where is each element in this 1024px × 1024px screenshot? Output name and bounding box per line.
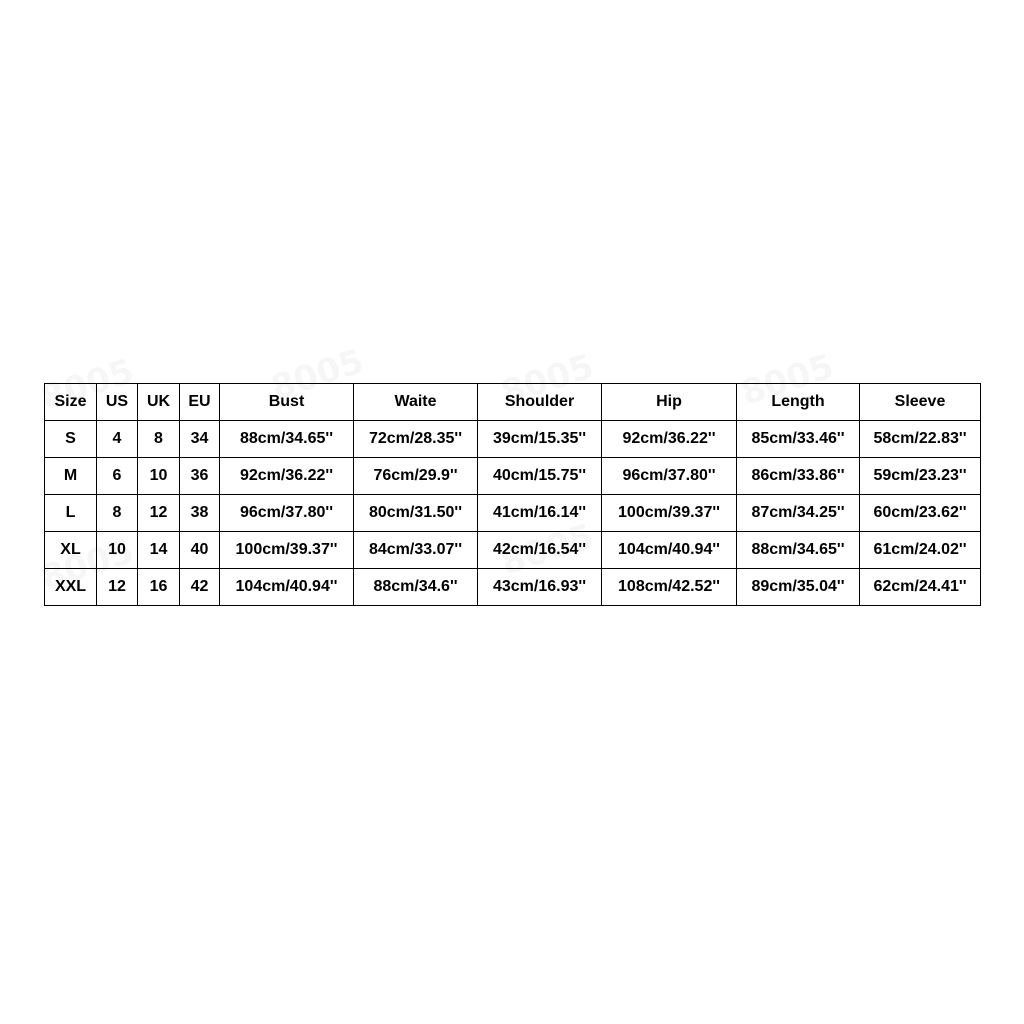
table-cell: 34 <box>180 421 220 458</box>
header-waist: Waite <box>354 384 478 421</box>
table-cell: M <box>45 458 97 495</box>
table-cell: 59cm/23.23'' <box>860 458 981 495</box>
table-cell: 43cm/16.93'' <box>478 569 602 606</box>
table-cell: 87cm/34.25'' <box>737 495 860 532</box>
table-cell: 58cm/22.83'' <box>860 421 981 458</box>
table-cell: XXL <box>45 569 97 606</box>
table-cell: 42 <box>180 569 220 606</box>
table-cell: 10 <box>138 458 180 495</box>
table-cell: 42cm/16.54'' <box>478 532 602 569</box>
table-cell: 100cm/39.37'' <box>602 495 737 532</box>
header-bust: Bust <box>220 384 354 421</box>
table-cell: 89cm/35.04'' <box>737 569 860 606</box>
table-cell: 88cm/34.65'' <box>220 421 354 458</box>
header-size: Size <box>45 384 97 421</box>
table-cell: 12 <box>138 495 180 532</box>
header-shoulder: Shoulder <box>478 384 602 421</box>
header-eu: EU <box>180 384 220 421</box>
header-uk: UK <box>138 384 180 421</box>
table-cell: 39cm/15.35'' <box>478 421 602 458</box>
table-row <box>45 458 981 495</box>
table-cell: 100cm/39.37'' <box>220 532 354 569</box>
table-cell: 40 <box>180 532 220 569</box>
table-cell: 96cm/37.80'' <box>220 495 354 532</box>
table-header-row <box>45 384 981 421</box>
table-cell: 8 <box>138 421 180 458</box>
table-cell: XL <box>45 532 97 569</box>
table-cell: 84cm/33.07'' <box>354 532 478 569</box>
table-cell: 60cm/23.62'' <box>860 495 981 532</box>
table-cell: 88cm/34.65'' <box>737 532 860 569</box>
table-cell: 10 <box>97 532 138 569</box>
table-cell: 96cm/37.80'' <box>602 458 737 495</box>
table-cell: 88cm/34.6'' <box>354 569 478 606</box>
table-cell: L <box>45 495 97 532</box>
header-length: Length <box>737 384 860 421</box>
table-cell: 38 <box>180 495 220 532</box>
header-hip: Hip <box>602 384 737 421</box>
table-cell: 4 <box>97 421 138 458</box>
table-cell: 72cm/28.35'' <box>354 421 478 458</box>
table-cell: 6 <box>97 458 138 495</box>
table-cell: 12 <box>97 569 138 606</box>
table-cell: 92cm/36.22'' <box>220 458 354 495</box>
table-cell: 80cm/31.50'' <box>354 495 478 532</box>
table-cell: 40cm/15.75'' <box>478 458 602 495</box>
table-cell: 41cm/16.14'' <box>478 495 602 532</box>
table-row <box>45 421 981 458</box>
header-us: US <box>97 384 138 421</box>
table-cell: 85cm/33.46'' <box>737 421 860 458</box>
table-row <box>45 532 981 569</box>
table-row <box>45 569 981 606</box>
table-cell: 104cm/40.94'' <box>602 532 737 569</box>
table-cell: 16 <box>138 569 180 606</box>
table-cell: S <box>45 421 97 458</box>
table-cell: 8 <box>97 495 138 532</box>
table-cell: 92cm/36.22'' <box>602 421 737 458</box>
header-sleeve: Sleeve <box>860 384 981 421</box>
table-cell: 36 <box>180 458 220 495</box>
table-cell: 62cm/24.41'' <box>860 569 981 606</box>
table-cell: 76cm/29.9'' <box>354 458 478 495</box>
table-cell: 86cm/33.86'' <box>737 458 860 495</box>
table-row <box>45 495 981 532</box>
table-cell: 14 <box>138 532 180 569</box>
table-cell: 108cm/42.52'' <box>602 569 737 606</box>
size-chart-table <box>44 383 981 606</box>
table-cell: 104cm/40.94'' <box>220 569 354 606</box>
table-cell: 61cm/24.02'' <box>860 532 981 569</box>
